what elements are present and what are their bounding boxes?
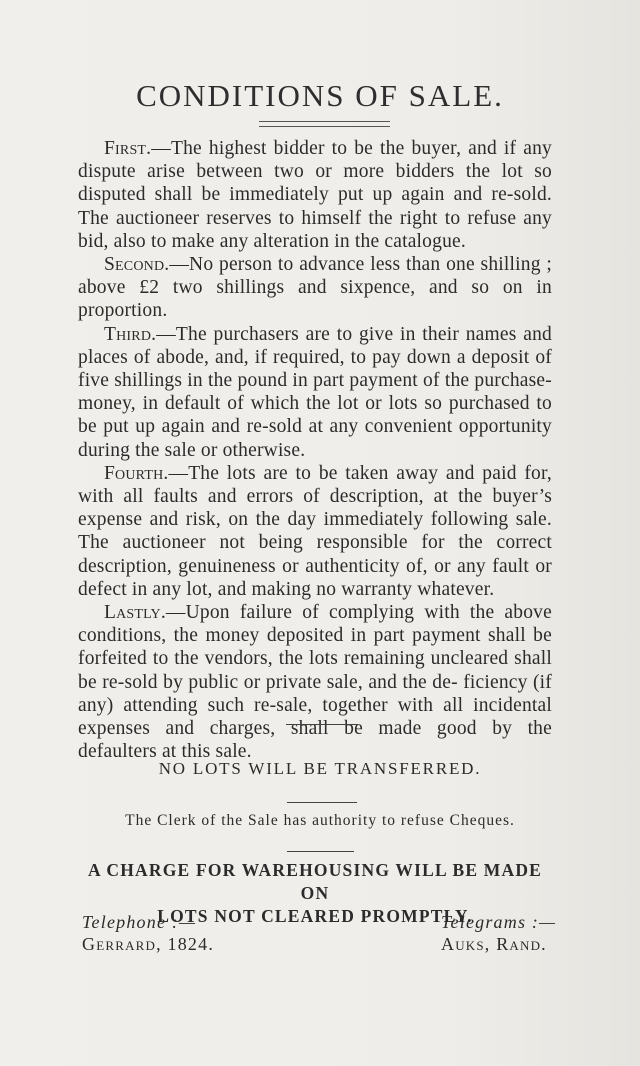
telegrams-label: Telegrams :— [441, 912, 557, 932]
condition-text: —No person to advance less than one shilling ; above £2 two shillings and sixpence, and so on in proportion. [78, 254, 552, 322]
page-title: CONDITIONS OF SALE. [136, 78, 504, 113]
condition-lastly [78, 601, 552, 763]
telephone-number: Gerrard, 1824. [82, 934, 215, 954]
condition-text: —Upon failure of complying with the above conditions, the money deposited in part payment shall be forfeited to the vendors, the lots remaining uncleared shall be re-sold by public or private sale, and the de- ficiency (if any) attending such re-sale, together with all incidental expenses and charges, shall be made good by the defaulters at this sale. [78, 602, 552, 763]
telephone-block [82, 911, 214, 955]
warehousing-line: LOTS NOT CLEARED PROMPTLY. [157, 906, 473, 926]
condition-text: —The highest bidder to be the buyer, and if any dispute arise between two or more bidders the lot so disputed shall be immediately put up again and re-sold. The auctioneer reserves to himself the right to refuse any bid, also to make any alteration in the catalogue. [78, 138, 552, 252]
condition-lead: Fourth. [104, 462, 169, 484]
divider-rule [287, 802, 357, 803]
divider-rule [287, 851, 354, 852]
divider-rule [286, 724, 358, 725]
condition-text: —The lots are to be taken away and paid for, with all faults and errors of description, at the buyer’s expense and risk, on the day immediately following sale. The auctioneer not being responsible for the correct description, genuineness or authenticity of, or any fault or defect in any lot, and making no warranty whatever. [78, 462, 552, 600]
condition-lead: Third. [104, 323, 157, 345]
warehousing-line: A CHARGE FOR WAREHOUSING WILL BE MADE ON [87, 860, 543, 903]
condition-fourth [78, 462, 552, 601]
condition-lead: Second. [104, 254, 170, 276]
title-double-rule [259, 121, 390, 127]
conditions-of-sale [78, 137, 552, 763]
telephone-label: Telephone :— [82, 912, 197, 932]
clerk-notice: The Clerk of the Sale has authority to refuse Cheques. [125, 812, 515, 829]
condition-lead: Lastly. [104, 602, 166, 624]
no-transfer-notice: NO LOTS WILL BE TRANSFERRED. [158, 759, 482, 778]
telegrams-block [441, 911, 556, 955]
condition-third [78, 323, 552, 462]
condition-lead: First. [104, 138, 152, 159]
condition-text: —The purchasers are to give in their names and places of abode, and, if required, to pay down a deposit of five shillings in the pound in part payment of the purchase-money, in default of which the lot or lots so purchased to be put up again and re-sold at any convenient opportunity during the sale or otherwise. [78, 323, 552, 461]
condition-second [78, 253, 552, 323]
telegrams-address: Auks, Rand. [441, 934, 547, 954]
condition-first [78, 137, 552, 253]
